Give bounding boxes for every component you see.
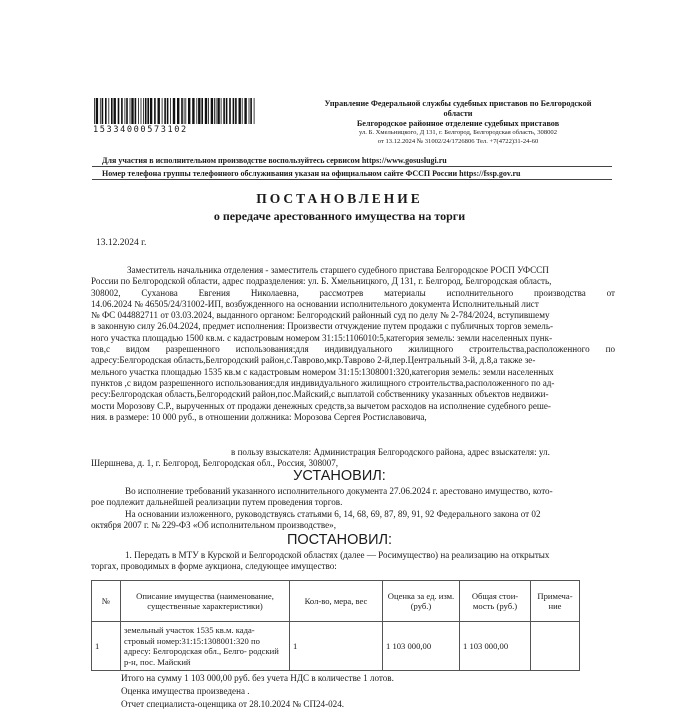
- barcode-bar: [216, 98, 217, 124]
- barcode-bar: [170, 98, 171, 124]
- separator-line: [92, 166, 612, 167]
- text-line: в пользу взыскателя: Администрация Белгородского района, адрес взыскателя: ул.: [231, 447, 550, 457]
- property-table: [91, 580, 580, 671]
- barcode-bar: [141, 98, 142, 124]
- barcode-bar: [131, 98, 133, 124]
- agency-name-cont: области: [443, 109, 473, 118]
- gosuslugi-notice: Для участия в исполнительном производстве воспользуйтесь сервисом https://www.gosuslugi.ru: [102, 156, 447, 165]
- text-line: 308002, Суханова Евгения Николаевна, рассмотрев материалы исполнительного производства от: [91, 287, 615, 298]
- col-header-note: Примеча- ние: [531, 581, 580, 622]
- barcode-bar: [185, 98, 186, 124]
- phone-notice: Номер телефона группы телефонного обслуживания указан на официальном сайте ФССП России https://fssp.gov.ru: [102, 169, 521, 178]
- col-header-num: №: [92, 581, 121, 622]
- barcode-bar: [192, 98, 194, 124]
- intro-paragraph: [91, 265, 615, 423]
- barcode-bar: [233, 98, 235, 124]
- barcode-bar: [125, 98, 126, 124]
- barcode-bar: [118, 98, 120, 124]
- barcode-bar: [201, 98, 203, 124]
- barcode-bar: [164, 98, 166, 124]
- text-line: 1. Передать в МТУ в Курской и Белгородской областях (далее — Росимущество) на реализацию на открытых: [125, 550, 550, 560]
- assessment-line: Оценка имущества произведена .: [121, 686, 250, 696]
- text-line: торгах, проводимых в форме аукциона, следующее имущество:: [91, 561, 337, 572]
- text-line: ния. в размере: 10 000 руб., в отношении должника: Морозова Сергея Ростиславовича,: [91, 411, 427, 422]
- barcode-bar: [235, 98, 237, 124]
- text-line: На основании изложенного, руководствуясь статьями 6, 14, 68, 69, 87, 89, 91, 92 Федерального закона от 02: [125, 508, 541, 519]
- cell-num: 1: [92, 622, 121, 671]
- separator-line: [92, 179, 612, 180]
- text-line: в законную силу 26.04.2024, предмет исполнения: Произвести отчуждение путем продажи с публичных торгов земель-: [91, 321, 553, 332]
- text-line: Заместитель начальника отделения - заместитель старшего судебного пристава Белгородское РОСП УФССП: [127, 265, 549, 275]
- barcode-bar: [211, 98, 213, 124]
- resolved-paragraph: [91, 550, 615, 573]
- cell-price: 1 103 000,00: [383, 622, 460, 671]
- barcode-bar: [198, 98, 200, 124]
- barcode-bar: [208, 98, 209, 124]
- text-line: октября 2007 г. № 229-ФЗ «Об исполнительном производстве»,: [91, 519, 336, 530]
- barcode-bar: [143, 98, 144, 124]
- text-line: Шершнева, д. 1, г. Белгород, Белгородская обл., Россия, 308007,: [91, 458, 339, 469]
- barcode-bar: [147, 98, 149, 124]
- barcode-bar: [217, 98, 219, 124]
- sum-line: Итого на сумму 1 103 000,00 руб. без учета НДС в количестве 1 лотов.: [121, 673, 394, 683]
- table-row: [92, 622, 580, 671]
- text-line: № ФС 044882711 от 03.03.2024, выданного органом: Белгородский районный суд по делу № 2-784/2024, вступившему: [91, 310, 550, 321]
- document-date: 13.12.2024 г.: [96, 238, 147, 248]
- col-header-qty: Кол-во, мера, вес: [290, 581, 383, 622]
- document-title: ПОСТАНОВЛЕНИЕ: [256, 191, 423, 206]
- agency-meta: от 13.12.2024 № 31002/24/1726806 Тел. +7(4722)31-24-60: [377, 137, 539, 145]
- agency-header: [298, 99, 618, 146]
- barcode-bar: [130, 98, 131, 124]
- document-subtitle: о передаче арестованного имущества на торги: [213, 209, 466, 223]
- barcode-bar: [154, 98, 156, 124]
- barcode-bar: [126, 98, 128, 124]
- barcode-bar: [114, 98, 116, 124]
- barcode-bar: [145, 98, 147, 124]
- text-line: мости Морозову С.Р., вырученных от продажи денежных средств,за вычетом расходов на исполнение судебного реше-: [91, 400, 551, 411]
- report-line: Отчет специалиста-оценщика от 28.10.2024 № СП24-024.: [121, 699, 345, 709]
- barcode-bar: [102, 98, 104, 124]
- barcode-bar: [135, 98, 137, 124]
- barcode-bar: [214, 98, 215, 124]
- barcode-bar: [249, 98, 250, 124]
- barcode-bar: [108, 98, 109, 124]
- barcode-bar: [254, 98, 255, 124]
- barcode-bar: [226, 98, 228, 124]
- barcode-image: [93, 98, 258, 124]
- resolved-heading: ПОСТАНОВИЛ:: [286, 532, 393, 548]
- barcode-bar: [173, 98, 175, 124]
- barcode-bar: [223, 98, 225, 124]
- barcode-bar: [162, 98, 163, 124]
- text-line: адресу:Белгородская область,Белгородский район,с.Таврово,мкр.Таврово 2-й,пер.Центральный 3-й, д.8,а также зе-: [91, 355, 536, 366]
- cell-total: 1 103 000,00: [460, 622, 531, 671]
- barcode-bar: [105, 98, 107, 124]
- barcode-bar: [196, 98, 197, 124]
- barcode-bar: [121, 98, 123, 124]
- barcode-bar: [229, 98, 231, 124]
- col-header-price: Оценка за ед. изм. (руб.): [383, 581, 460, 622]
- barcode-block: [93, 98, 265, 135]
- barcode-bar: [244, 98, 246, 124]
- agency-address: ул. Б. Хмельницкого, Д 131, г. Белгород, Белгородская область, 308002: [358, 129, 558, 136]
- barcode-bar: [138, 98, 139, 124]
- creditor-paragraph: [91, 447, 615, 470]
- text-line: ного участка площадью 1500 кв.м. с кадастровым номером 31:15:1106010:5,категория земель: земли населенных пунк-: [91, 332, 553, 343]
- text-line: России по Белгородской области, адрес подразделения: ул. Б. Хмельницкого, Д 131, г. Белгород, Белгородская область,: [91, 276, 552, 287]
- barcode-bar: [111, 98, 113, 124]
- barcode-bar: [94, 98, 95, 124]
- barcode-bar: [250, 98, 252, 124]
- barcode-bar: [100, 98, 101, 124]
- text-line: тов,с видом разрешенного использования:для индивидуального жилищного строительства,расположенного по: [91, 344, 615, 355]
- cell-desc: земельный участок 1535 кв.м. када- стровый номер:31:15:1308001:320 по адресу: Белгородская обл., Белго- родский р-н, пос. Майский: [121, 622, 290, 671]
- text-line: пунктов ,с видом разрешенного использования:для индивидуального жилищного строительства,расположенного по ад-: [91, 377, 555, 388]
- barcode-number: 15334000573102: [93, 125, 188, 135]
- barcode-bar: [184, 98, 185, 124]
- agency-name: Управление Федеральной службы судебных приставов по Белгородской: [324, 99, 592, 108]
- barcode-bar: [221, 98, 222, 124]
- text-line: 14.06.2024 № 46505/24/31002-ИП, возбужденного на основании исполнительного документа Исполнительный лист: [91, 298, 539, 309]
- cell-note: [531, 622, 580, 671]
- barcode-bar: [96, 98, 98, 124]
- department-name: Белгородское районное отделение судебных приставов: [356, 119, 560, 128]
- text-line: ресу:Белгородская область,Белгородский район,пос.Майский,с выплатой собственнику указанных объектов недвижи-: [91, 389, 549, 400]
- barcode-bar: [167, 98, 169, 124]
- barcode-bar: [239, 98, 241, 124]
- text-line: мельного участка площадью 1535 кв.м с кадастровым номером 31:15:1308001:320,категория земель: земли населенных: [91, 366, 554, 377]
- barcode-bar: [158, 98, 160, 124]
- barcode-bar: [205, 98, 207, 124]
- barcode-bar: [150, 98, 152, 124]
- col-header-total: Общая стои- мость (руб.): [460, 581, 531, 622]
- text-line: Во исполнение требований указанного исполнительного документа 27.06.2024 г. арестовано имущество, кото-: [125, 486, 553, 496]
- barcode-bar: [188, 98, 190, 124]
- cell-qty: 1: [290, 622, 383, 671]
- established-paragraph: [91, 486, 615, 531]
- table-header-row: [92, 581, 580, 622]
- barcode-bar: [177, 98, 179, 124]
- barcode-bar: [181, 98, 183, 124]
- established-heading: УСТАНОВИЛ:: [293, 468, 386, 484]
- col-header-desc: Описание имущества (наименование, существенные характеристики): [121, 581, 290, 622]
- text-line: рое подлежит дальнейшей реализации путем проведения торгов.: [91, 497, 343, 508]
- barcode-bar: [242, 98, 243, 124]
